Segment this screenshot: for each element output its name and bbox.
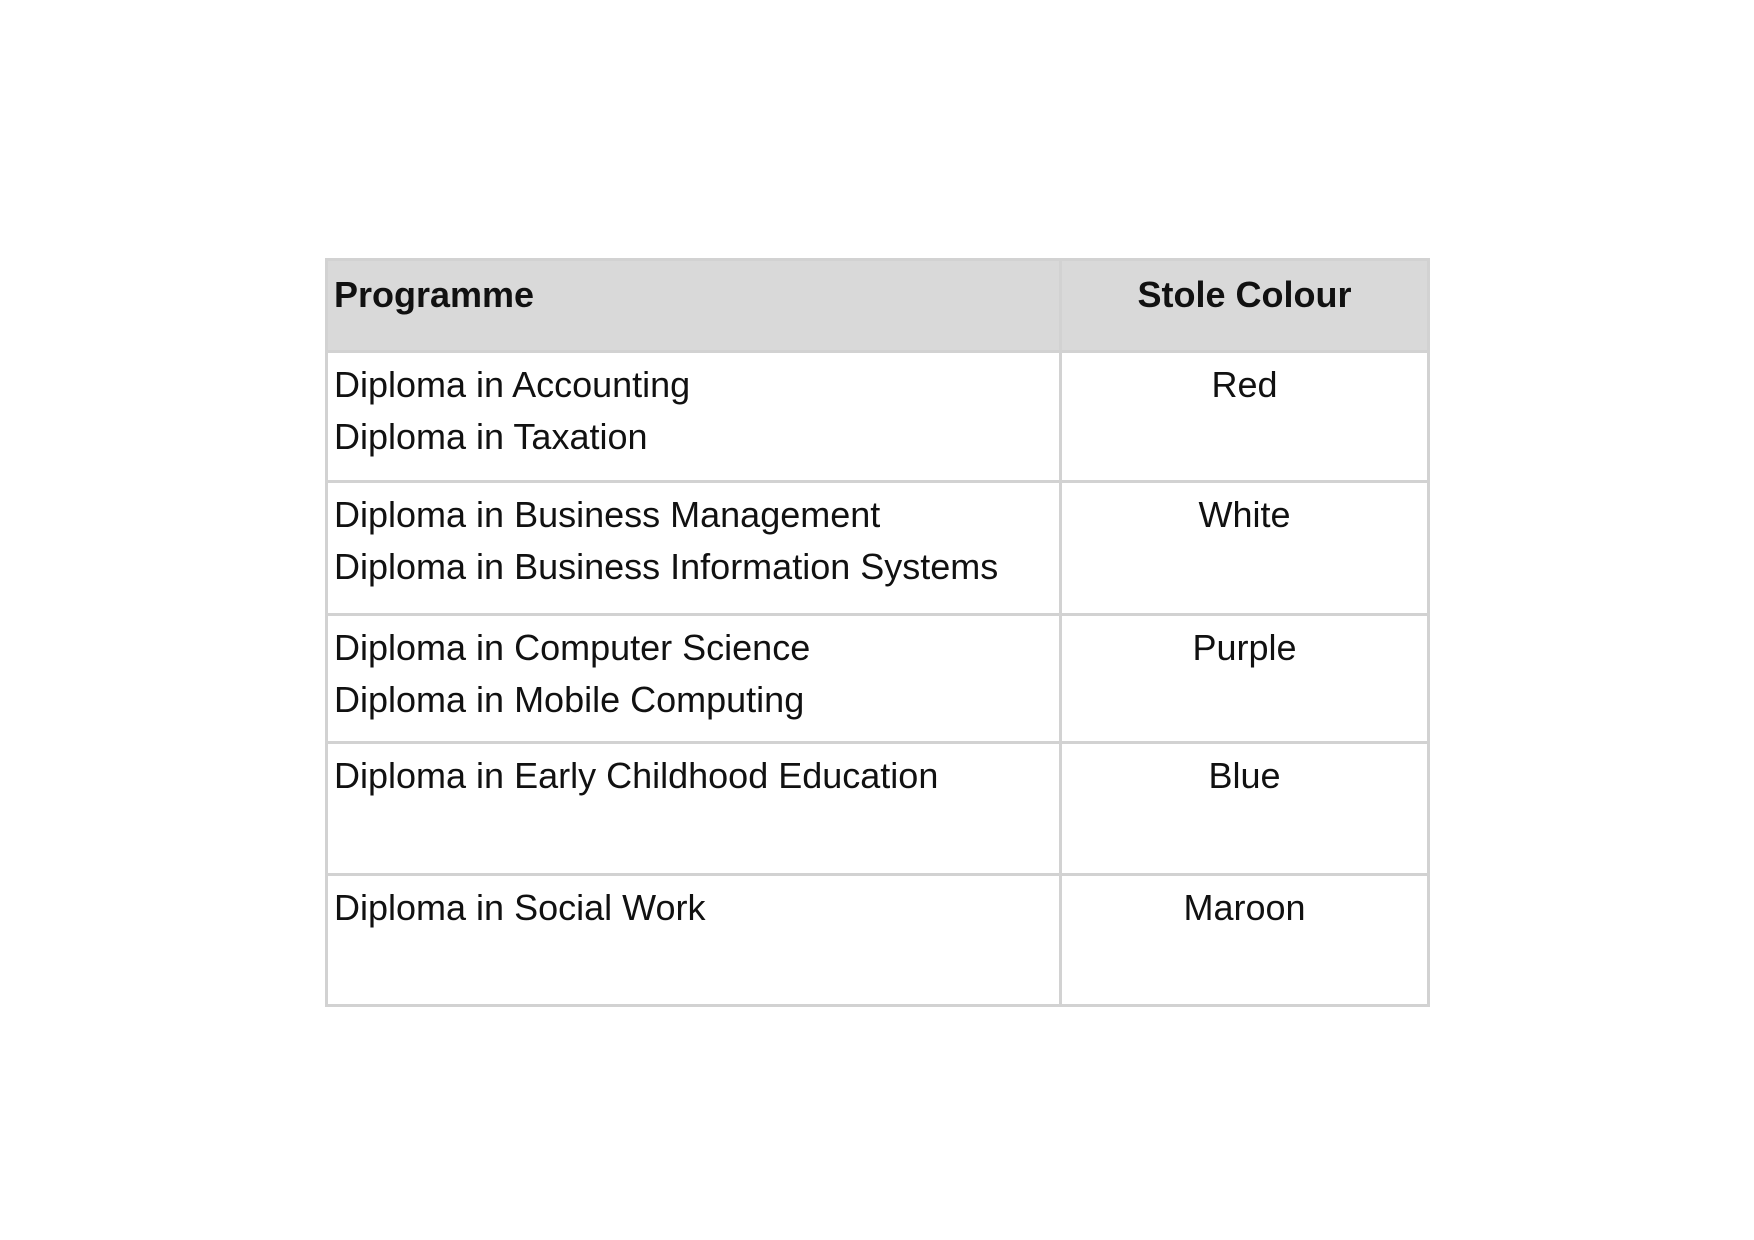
stole-colour-cell: Blue (1061, 743, 1429, 875)
stole-colour-cell: Red (1061, 352, 1429, 482)
stole-colour-cell: White (1061, 482, 1429, 615)
table-row (327, 615, 1429, 743)
programme-cell (327, 482, 1061, 615)
stole-colour-cell: Purple (1061, 615, 1429, 743)
programme-cell (327, 743, 1061, 875)
programme-cell (327, 615, 1061, 743)
table-header-row (327, 260, 1429, 352)
programme-cell (327, 875, 1061, 1006)
table-row (327, 743, 1429, 875)
stole-colour-table (325, 258, 1430, 1007)
table-row (327, 875, 1429, 1006)
programme-name: Diploma in Mobile Computing (334, 679, 805, 720)
programme-name: Diploma in Taxation (334, 416, 648, 457)
programme-cell (327, 352, 1061, 482)
stole-colour-cell: Maroon (1061, 875, 1429, 1006)
programme-name: Diploma in Accounting (334, 364, 691, 405)
programme-column-header: Programme (327, 260, 1061, 352)
table-row (327, 352, 1429, 482)
programme-name: Diploma in Business Information Systems (334, 546, 999, 587)
programme-name: Diploma in Social Work (334, 887, 706, 928)
table-row (327, 482, 1429, 615)
stole-colour-column-header: Stole Colour (1061, 260, 1429, 352)
programme-name: Diploma in Computer Science (334, 627, 811, 668)
programme-name: Diploma in Business Management (334, 494, 881, 535)
programme-name: Diploma in Early Childhood Education (334, 755, 939, 796)
